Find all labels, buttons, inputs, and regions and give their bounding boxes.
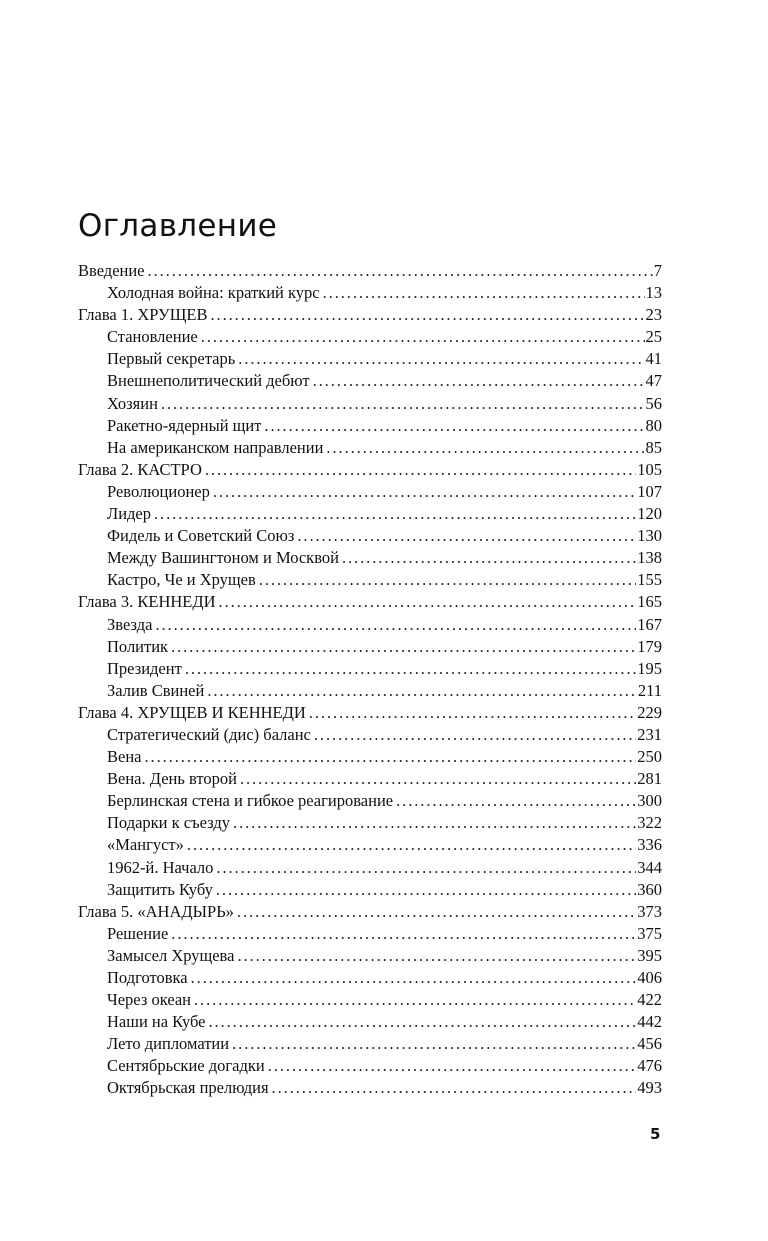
toc-entry-label: Вена xyxy=(107,747,142,767)
toc-entry-page-number: 167 xyxy=(637,614,662,634)
toc-chapter-entry xyxy=(78,901,662,923)
toc-section-entry xyxy=(78,326,662,348)
toc-section-entry xyxy=(78,415,662,437)
toc-entry-label: Сентябрьские догадки xyxy=(107,1056,265,1076)
toc-dot-leader xyxy=(210,304,644,326)
toc-section-entry xyxy=(78,790,662,812)
toc-entry-page-number: 231 xyxy=(637,724,662,744)
toc-chapter-entry xyxy=(78,459,662,481)
toc-dot-leader xyxy=(154,503,636,525)
toc-entry-label: Глава 5. «АНАДЫРЬ» xyxy=(78,901,234,921)
toc-dot-leader xyxy=(216,879,636,901)
toc-section-entry xyxy=(78,945,662,967)
toc-entry-label: Стратегический (дис) баланс xyxy=(107,724,311,744)
toc-entry-label: Решение xyxy=(107,923,169,943)
table-of-contents xyxy=(78,260,662,1100)
toc-section-entry xyxy=(78,348,662,370)
toc-section-entry xyxy=(78,967,662,989)
toc-dot-leader xyxy=(396,790,636,812)
toc-entry-page-number: 47 xyxy=(645,371,662,391)
toc-dot-leader xyxy=(237,901,636,923)
toc-entry-page-number: 322 xyxy=(637,813,662,833)
toc-section-entry xyxy=(78,658,662,680)
toc-section-entry xyxy=(78,724,662,746)
toc-entry-label: Фидель и Советский Союз xyxy=(107,526,295,546)
toc-entry-label: Берлинская стена и гибкое реагирование xyxy=(107,791,394,811)
toc-entry-label: «Мангуст» xyxy=(107,835,184,855)
toc-dot-leader xyxy=(161,393,645,415)
toc-entry-label: Замысел Хрущева xyxy=(107,945,235,965)
toc-entry-label: Введение xyxy=(78,261,145,280)
toc-entry-page-number: 179 xyxy=(637,636,662,656)
toc-entry-page-number: 23 xyxy=(645,305,662,325)
toc-dot-leader xyxy=(297,525,636,547)
toc-entry-page-number: 375 xyxy=(637,923,662,943)
toc-entry-label: Политик xyxy=(107,636,169,656)
toc-entry-page-number: 85 xyxy=(645,437,662,457)
toc-entry-page-number: 493 xyxy=(637,1078,662,1098)
toc-chapter-entry xyxy=(78,702,662,724)
toc-dot-leader xyxy=(171,636,636,658)
toc-entry-page-number: 476 xyxy=(637,1056,662,1076)
toc-dot-leader xyxy=(155,614,636,636)
toc-section-entry xyxy=(78,569,662,591)
toc-entry-label: 1962-й. Начало xyxy=(107,857,214,877)
toc-dot-leader xyxy=(194,989,636,1011)
toc-entry-label: Первый секретарь xyxy=(107,349,236,369)
toc-dot-leader xyxy=(219,591,637,613)
toc-entry-page-number: 281 xyxy=(637,769,662,789)
toc-entry-label: Глава 4. ХРУЩЕВ И КЕННЕДИ xyxy=(78,702,306,722)
toc-dot-leader xyxy=(171,923,636,945)
toc-section-entry xyxy=(78,834,662,856)
toc-dot-leader xyxy=(313,370,645,392)
toc-dot-leader xyxy=(268,1055,637,1077)
toc-dot-leader xyxy=(240,768,636,790)
toc-chapter-entry xyxy=(78,591,662,613)
toc-dot-leader xyxy=(205,459,636,481)
toc-entry-page-number: 165 xyxy=(637,592,662,612)
toc-entry-page-number: 344 xyxy=(637,857,662,877)
toc-section-entry xyxy=(78,1033,662,1055)
toc-section-entry xyxy=(78,857,662,879)
toc-entry-label: Глава 3. КЕННЕДИ xyxy=(78,592,216,612)
toc-entry-label: Звезда xyxy=(107,614,153,634)
toc-entry-label: Глава 2. КАСТРО xyxy=(78,459,202,479)
toc-section-entry xyxy=(78,525,662,547)
toc-entry-page-number: 13 xyxy=(645,283,662,303)
toc-entry-label: Лето дипломатии xyxy=(107,1034,230,1054)
toc-entry-label: Октябрьская прелюдия xyxy=(107,1078,269,1098)
toc-entry-label: Залив Свиней xyxy=(107,680,205,700)
toc-section-entry xyxy=(78,547,662,569)
toc-dot-leader xyxy=(342,547,636,569)
toc-entry-page-number: 107 xyxy=(637,481,662,501)
toc-section-entry xyxy=(78,812,662,834)
toc-entry-label: Между Вашингтоном и Москвой xyxy=(107,548,339,568)
toc-entry-page-number: 456 xyxy=(637,1034,662,1054)
toc-section-entry xyxy=(78,1011,662,1033)
toc-section-entry xyxy=(78,437,662,459)
toc-dot-leader xyxy=(233,812,636,834)
toc-entry-page-number: 229 xyxy=(637,702,662,722)
toc-dot-leader xyxy=(216,857,636,879)
toc-section-entry xyxy=(78,503,662,525)
toc-dot-leader xyxy=(201,326,645,348)
toc-entry-label: Наши на Кубе xyxy=(107,1012,206,1032)
toc-dot-leader xyxy=(314,724,636,746)
toc-section-entry xyxy=(78,923,662,945)
toc-entry-page-number: 300 xyxy=(637,791,662,811)
toc-entry-page-number: 138 xyxy=(637,548,662,568)
toc-section-entry xyxy=(78,879,662,901)
toc-entry-label: Хозяин xyxy=(107,393,158,413)
toc-entry-label: Кастро, Че и Хрущев xyxy=(107,570,256,590)
toc-entry-label: Холодная война: краткий курс xyxy=(107,283,320,303)
toc-section-entry xyxy=(78,989,662,1011)
toc-entry-label: Подарки к съезду xyxy=(107,813,231,833)
toc-entry-page-number: 25 xyxy=(645,327,662,347)
toc-entry-page-number: 195 xyxy=(637,658,662,678)
toc-dot-leader xyxy=(326,437,644,459)
toc-entry-page-number: 360 xyxy=(637,879,662,899)
page-title: Оглавление xyxy=(78,208,278,244)
toc-entry-label: Подготовка xyxy=(107,968,188,987)
toc-entry-page-number: 130 xyxy=(637,526,662,546)
toc-entry-label: Глава 1. ХРУЩЕВ xyxy=(78,305,208,325)
toc-entry-page-number: 442 xyxy=(637,1012,662,1032)
toc-section-entry xyxy=(78,1077,662,1099)
toc-entry-page-number: 7 xyxy=(653,261,662,280)
toc-section-entry xyxy=(78,1055,662,1077)
toc-dot-leader xyxy=(232,1033,636,1055)
toc-dot-leader xyxy=(238,348,644,370)
toc-section-entry xyxy=(78,636,662,658)
toc-entry-page-number: 395 xyxy=(637,945,662,965)
toc-chapter-entry xyxy=(78,260,662,282)
toc-chapter-entry xyxy=(78,304,662,326)
toc-section-entry xyxy=(78,370,662,392)
toc-entry-page-number: 41 xyxy=(645,349,662,369)
toc-entry-page-number: 120 xyxy=(637,504,662,524)
toc-dot-leader xyxy=(272,1077,637,1099)
toc-dot-leader xyxy=(144,746,636,768)
toc-entry-page-number: 373 xyxy=(637,901,662,921)
toc-dot-leader xyxy=(237,945,636,967)
toc-dot-leader xyxy=(309,702,636,724)
toc-entry-label: Через океан xyxy=(107,990,191,1010)
toc-entry-label: Внешнеполитический дебют xyxy=(107,371,310,391)
page-number: 5 xyxy=(650,1125,661,1143)
toc-dot-leader xyxy=(207,680,637,702)
toc-entry-page-number: 336 xyxy=(637,835,662,855)
toc-entry-label: Вена. День второй xyxy=(107,769,237,789)
toc-entry-label: Становление xyxy=(107,327,198,347)
toc-dot-leader xyxy=(187,834,636,856)
toc-entry-page-number: 80 xyxy=(645,415,662,435)
toc-dot-leader xyxy=(148,260,653,282)
toc-entry-page-number: 105 xyxy=(637,459,662,479)
toc-entry-page-number: 211 xyxy=(637,680,662,700)
toc-dot-leader xyxy=(191,967,637,989)
toc-section-entry xyxy=(78,746,662,768)
toc-entry-label: Президент xyxy=(107,658,182,678)
toc-entry-page-number: 250 xyxy=(637,747,662,767)
toc-entry-page-number: 155 xyxy=(637,570,662,590)
toc-entry-page-number: 406 xyxy=(637,968,662,987)
toc-dot-leader xyxy=(264,415,644,437)
toc-dot-leader xyxy=(213,481,636,503)
toc-section-entry xyxy=(78,481,662,503)
toc-section-entry xyxy=(78,680,662,702)
toc-dot-leader xyxy=(208,1011,636,1033)
toc-entry-page-number: 56 xyxy=(645,393,662,413)
toc-entry-label: Защитить Кубу xyxy=(107,879,213,899)
toc-section-entry xyxy=(78,282,662,304)
toc-entry-label: Лидер xyxy=(107,504,151,524)
toc-section-entry xyxy=(78,393,662,415)
toc-dot-leader xyxy=(323,282,645,304)
toc-section-entry xyxy=(78,768,662,790)
toc-dot-leader xyxy=(185,658,636,680)
toc-section-entry xyxy=(78,614,662,636)
toc-entry-page-number: 422 xyxy=(637,990,662,1010)
toc-entry-label: Революционер xyxy=(107,481,210,501)
toc-entry-label: Ракетно-ядерный щит xyxy=(107,415,262,435)
toc-dot-leader xyxy=(259,569,637,591)
toc-entry-label: На американском направлении xyxy=(107,437,324,457)
